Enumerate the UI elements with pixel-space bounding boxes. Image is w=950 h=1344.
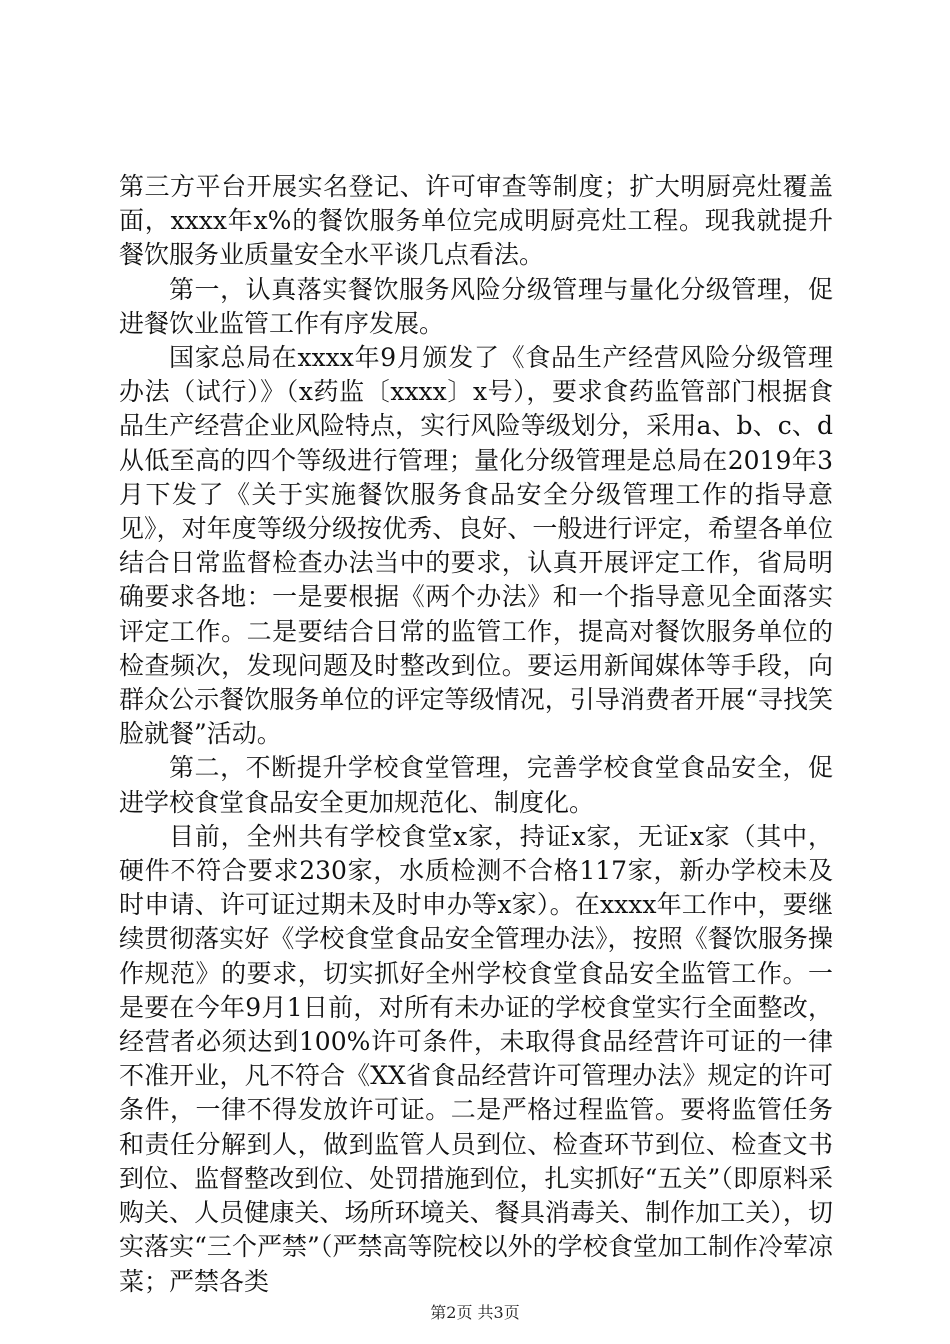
- page-footer: 第2页 共3页: [430, 1303, 520, 1322]
- paragraph-risk-management: 国家总局在xxxx年9月颁发了《食品生产经营风险分级管理办法（试行）》（x药监〔xxxx〕x号），要求食药监管部门根据食品生产经营企业风险特点，实行风险等级划分，采用a、b、c、d从低至高的四个等级进行管理；量化分级管理是总局在2019年3月下发了《关于实施餐饮服务食品安全分级管理工作的指导意见》，对年度等级分级按优秀、良好、一般进行评定，希望各单位结合日常监督检查办法当中的要求，认真开展评定工作，省局明确要求各地：一是要根据《两个办法》和一个指导意见全面落实评定工作。二是要结合日常的监管工作，提高对餐饮服务单位的检查频次，发现问题及时整改到位。要运用新闻媒体等手段，向群众公示餐饮服务单位的评定等级情况，引导消费者开展“寻找笑脸就餐”活动。: [119, 343, 833, 749]
- paragraph-continuation: 第三方平台开展实名登记、许可审查等制度；扩大明厨亮灶覆盖面，xxxx年x%的餐饮服务单位完成明厨亮灶工程。现我就提升餐饮服务业质量安全水平谈几点看法。: [119, 172, 833, 270]
- paragraph-heading-first: 第一，认真落实餐饮服务风险分级管理与量化分级管理，促进餐饮业监管工作有序发展。: [119, 274, 833, 338]
- paragraph-heading-second: 第二，不断提升学校食堂管理，完善学校食堂食品安全，促进学校食堂食品安全更加规范化、制度化。: [119, 753, 833, 817]
- paragraph-school-canteen: 目前，全州共有学校食堂x家，持证x家，无证x家（其中，硬件不符合要求230家，水质检测不合格117家，新办学校未及时申请、许可证过期未及时申办等x家）。在xxxx年工作中，要继续贯彻落实好《学校食堂食品安全管理办法》，按照《餐饮服务操作规范》的要求，切实抓好全州学校食堂食品安全监管工作。一是要在今年9月1日前，对所有未办证的学校食堂实行全面整改，经营者必须达到100%许可条件，未取得食品经营许可证的一律不准开业，凡不符合《XX省食品经营许可管理办法》规定的许可条件，一律不得发放许可证。二是严格过程监管。要将监管任务和责任分解到人，做到监管人员到位、检查环节到位、检查文书到位、监督整改到位、处罚措施到位，扎实抓好“五关”（即原料采购关、人员健康关、场所环境关、餐具消毒关、制作加工关），切实落实“三个严禁”（严禁高等院校以外的学校食堂加工制作冷荤凉菜；严禁各类: [119, 821, 833, 1296]
- document-body: [119, 170, 833, 1299]
